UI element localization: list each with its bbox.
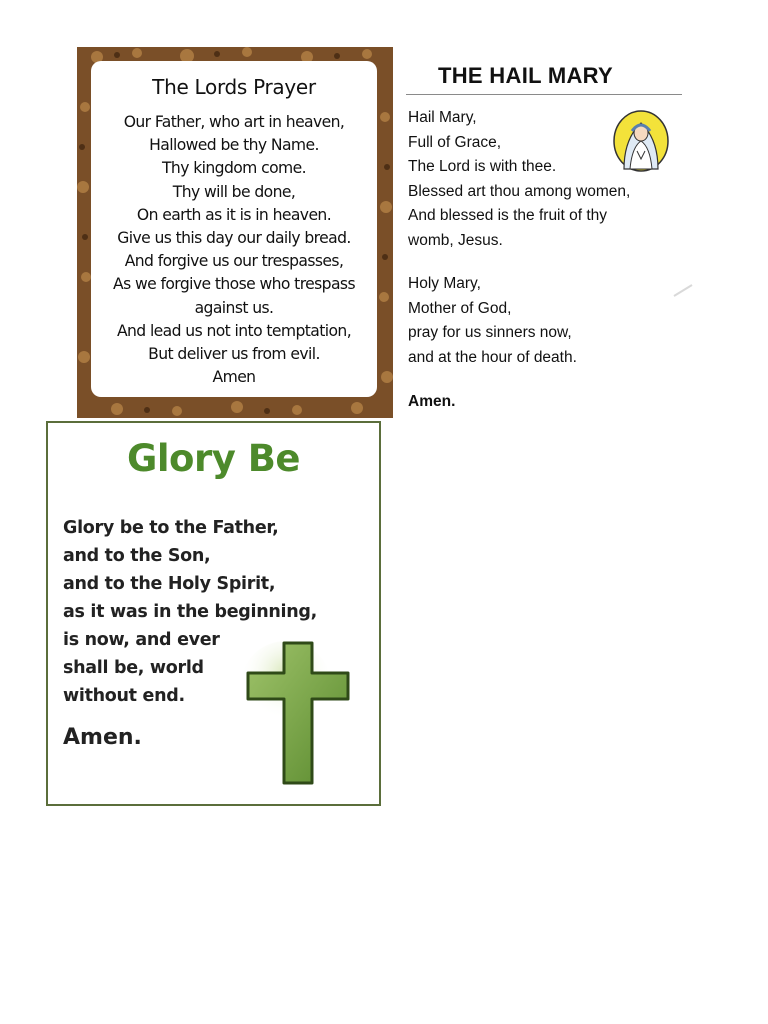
hail-mary-title: THE HAIL MARY	[438, 63, 614, 88]
virgin-mary-icon	[612, 109, 670, 173]
stray-mark	[672, 282, 694, 298]
glory-be-amen: Amen.	[63, 725, 142, 750]
glory-be-title: Glory Be	[126, 437, 300, 480]
prayer-line: against us.	[194, 298, 274, 317]
prayer-line: and to the Holy Spirit,	[63, 574, 276, 594]
glory-be-card	[46, 421, 381, 806]
prayer-line: without end.	[63, 686, 185, 706]
title-divider	[406, 94, 682, 95]
lords-prayer-title: The Lords Prayer	[152, 75, 316, 99]
prayer-line: On earth as it is in heaven.	[136, 205, 332, 224]
prayer-line: And blessed is the fruit of thy	[408, 207, 608, 224]
prayer-line: The Lord is with thee.	[408, 158, 557, 175]
prayer-line: is now, and ever	[63, 630, 220, 650]
hail-mary-stanza-1	[408, 106, 630, 253]
prayer-line: As we forgive those who trespass	[113, 275, 355, 294]
prayer-line: Thy will be done,	[172, 182, 296, 201]
prayer-line: Glory be to the Father,	[63, 518, 279, 538]
prayer-line: womb, Jesus.	[408, 231, 503, 249]
prayer-line: shall be, world	[63, 658, 204, 678]
prayer-line: and to the Son,	[63, 546, 211, 566]
prayer-line: as it was in the beginning,	[63, 602, 317, 622]
prayer-line: Holy Mary,	[408, 275, 481, 292]
prayer-line: Hallowed be thy Name.	[149, 136, 319, 155]
prayer-line: Full of Grace,	[408, 133, 502, 151]
prayer-line: Thy kingdom come.	[162, 159, 306, 178]
prayer-line: Give us this day our daily bread.	[117, 229, 351, 248]
prayer-line: Hail Mary,	[408, 109, 477, 126]
prayer-line: Mother of God,	[408, 299, 512, 317]
lords-prayer-text	[91, 111, 377, 389]
prayer-line: Blessed art thou among women,	[408, 182, 631, 200]
prayer-line: Our Father, who art in heaven,	[123, 113, 345, 131]
prayer-line: But deliver us from evil.	[148, 345, 320, 364]
prayer-amen: Amen	[212, 368, 256, 387]
cross-icon	[236, 635, 360, 787]
hail-mary-amen: Amen.	[408, 393, 456, 410]
hail-mary-stanza-2	[408, 272, 577, 370]
lords-prayer-card	[77, 47, 393, 418]
prayer-line: And lead us not into temptation,	[116, 321, 352, 340]
lords-prayer-paper	[91, 61, 377, 397]
prayer-line: And forgive us our trespasses,	[124, 252, 344, 271]
prayer-line: and at the hour of death.	[408, 348, 577, 366]
prayer-line: pray for us sinners now,	[408, 324, 572, 341]
